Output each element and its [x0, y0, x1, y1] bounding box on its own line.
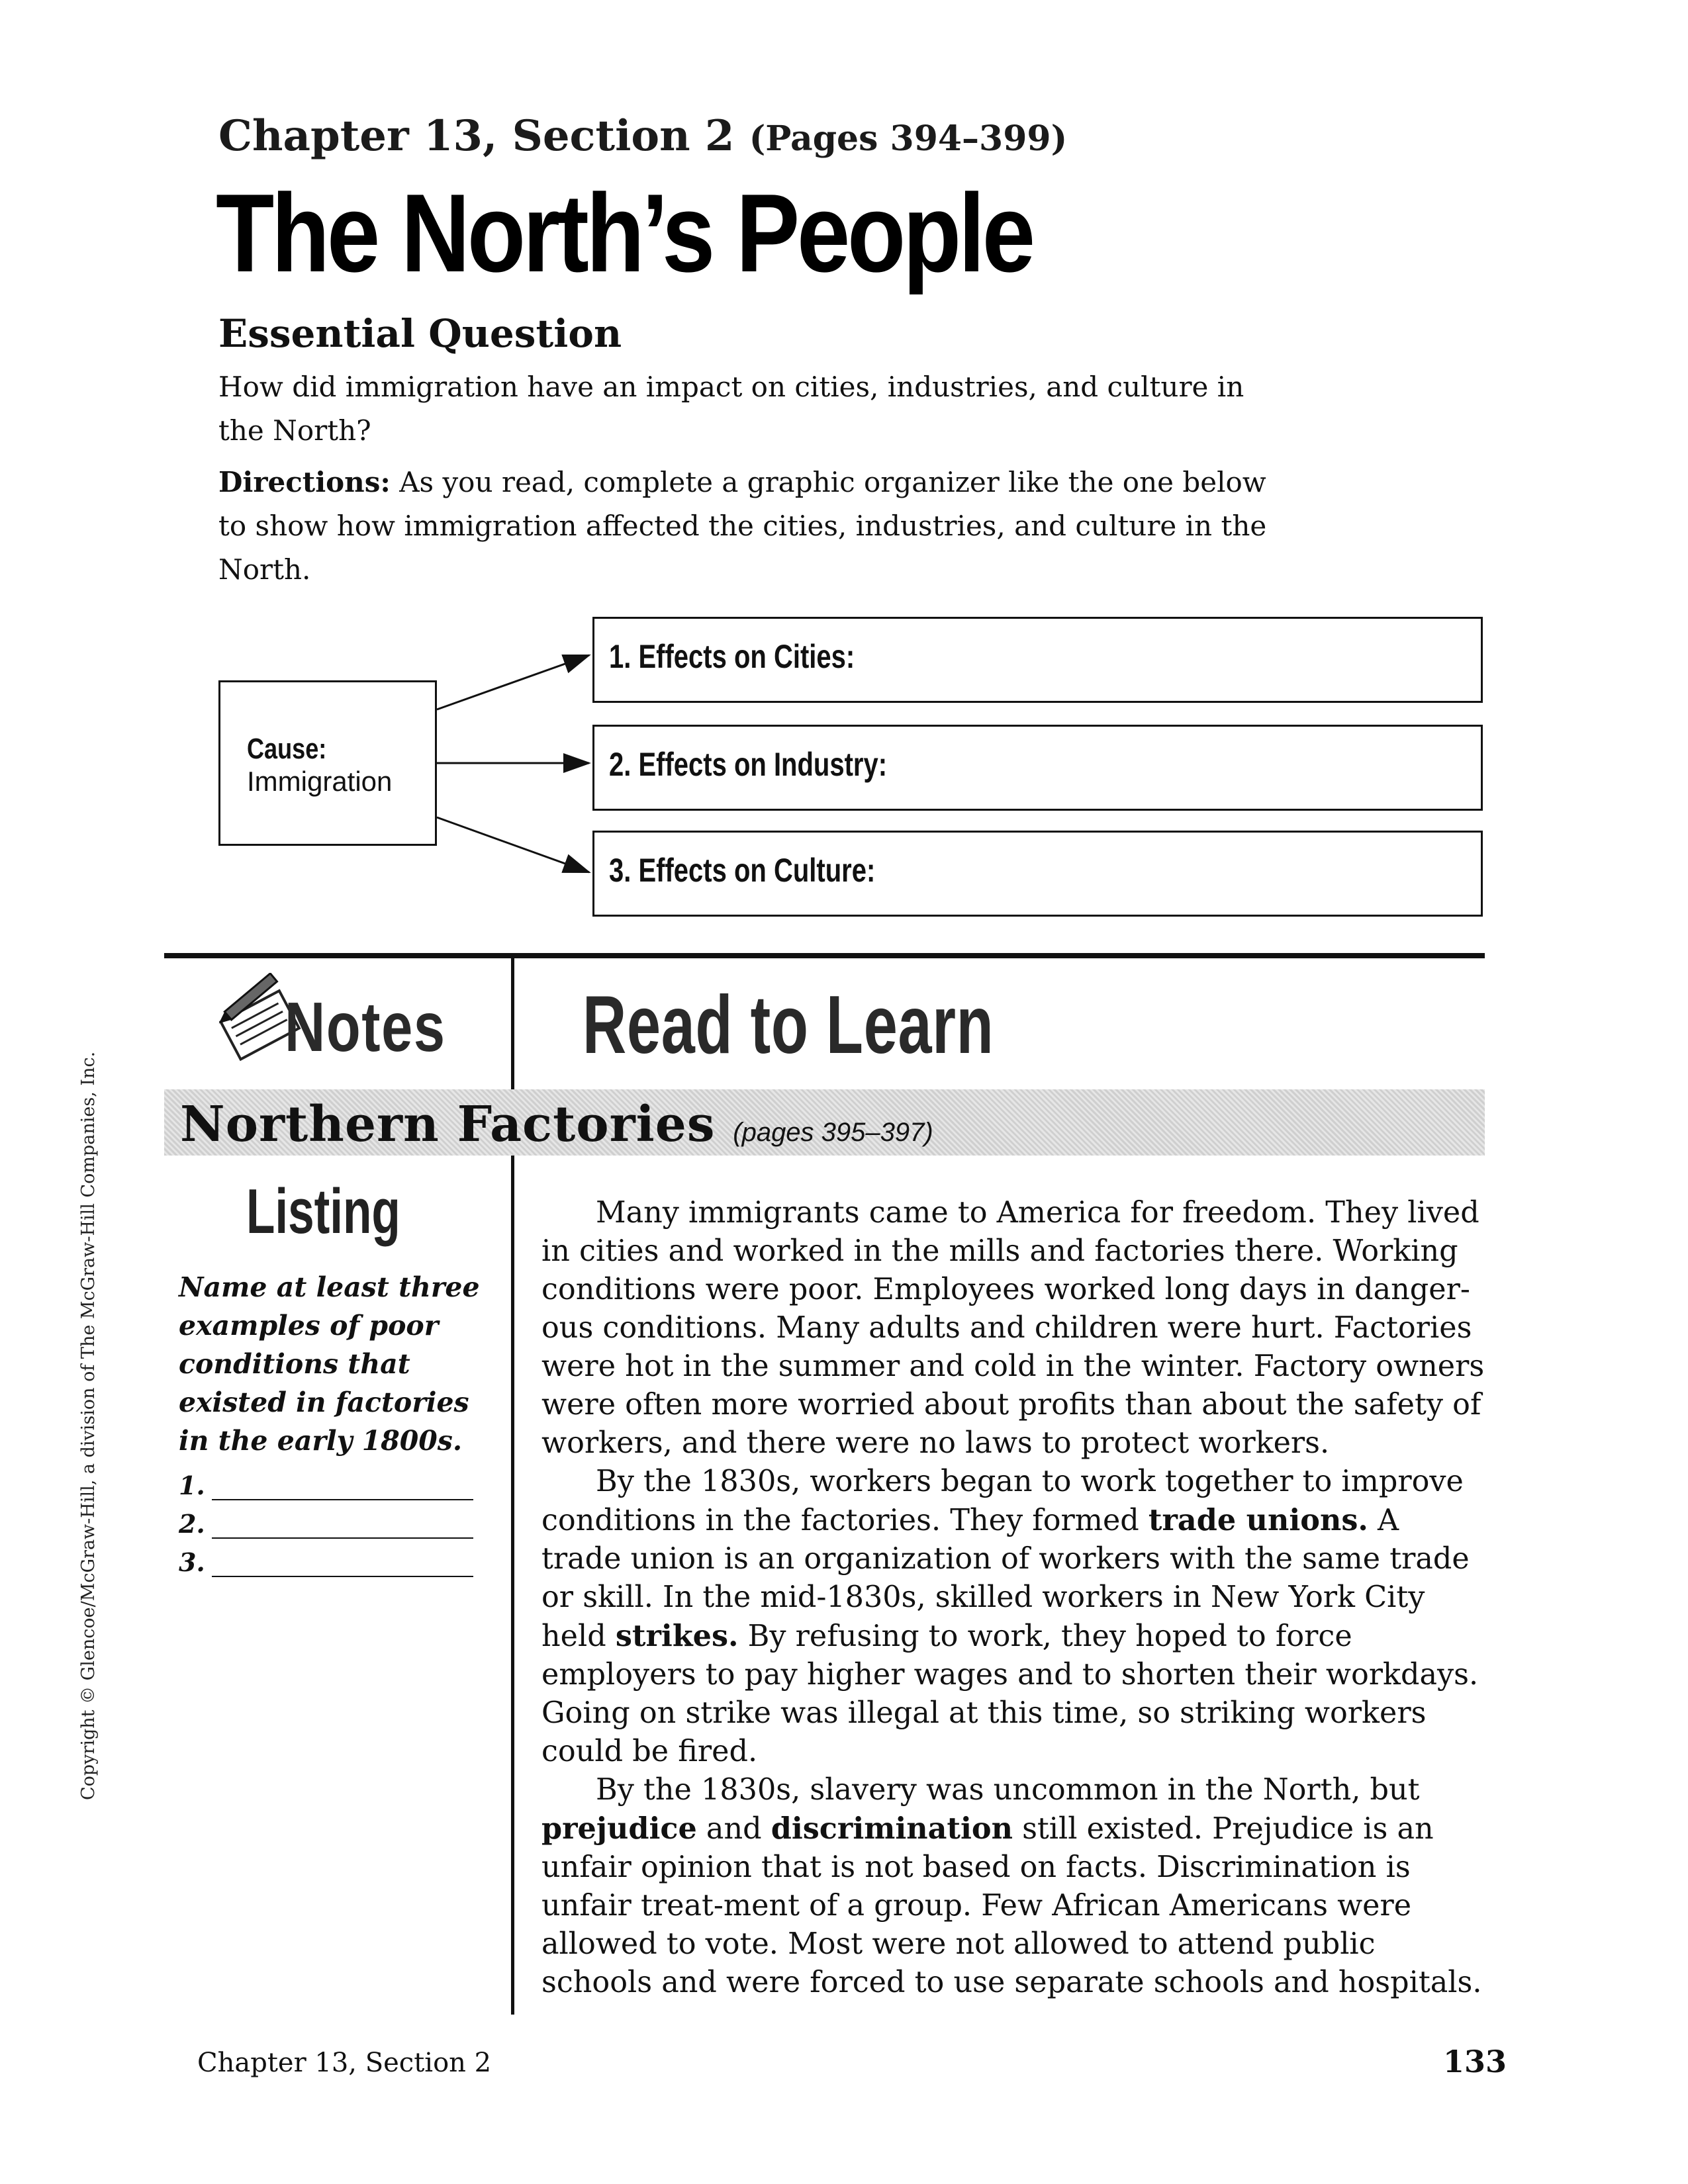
- answer-number-2: 2.: [179, 1509, 205, 1539]
- section-divider: [164, 953, 1485, 958]
- footer-chapter: Chapter 13, Section 2: [197, 2048, 492, 2078]
- cause-label: Cause:: [247, 733, 327, 765]
- page-title: The North’s People: [216, 171, 1033, 295]
- effect-box-culture[interactable]: [592, 831, 1483, 917]
- term-strikes: strikes.: [615, 1619, 739, 1653]
- essential-question-text: How did immigration have an impact on cities, industries, and culture in the North?: [218, 371, 1244, 447]
- effect-box-industry[interactable]: [592, 725, 1483, 811]
- arrow-to-culture: [437, 817, 589, 872]
- read-to-learn-label: Read to Learn: [583, 979, 994, 1071]
- directions-label: Directions:: [218, 466, 391, 498]
- section-title-text: Northern Factories: [180, 1096, 716, 1153]
- cause-value: Immigration: [247, 766, 393, 797]
- listing-prompt: Name at least three examples of poor conditions that existed in factories in the early 1800s.: [179, 1271, 480, 1457]
- chapter-pages: (Pages 394–399): [749, 118, 1068, 159]
- term-discrimination: discrimination: [771, 1811, 1013, 1846]
- cause-box: [218, 680, 437, 846]
- effect-label-industry: 2. Effects on Industry:: [609, 746, 888, 783]
- paragraph-1: Many immigrants came to America for freedom. They lived in cities and worked in the mills and factories there. Working conditions were poor. Employees worked long days in danger-ous conditions. Many adults and children were hurt. Factories were hot in the summer and cold in the winter. Factory owners were often more worried about profits than about the safety of workers, and there were no laws to protect workers.: [541, 1196, 1485, 1460]
- section-pages: (pages 395–397): [733, 1118, 933, 1147]
- answer-line-1[interactable]: [179, 1471, 473, 1500]
- effect-box-cities[interactable]: [592, 617, 1483, 703]
- listing-heading: Listing: [246, 1176, 400, 1247]
- directions-text: As you read, complete a graphic organizer like the one below to show how immigration affected the cities, industries, and culture in the North.: [218, 466, 1267, 586]
- essential-question-heading: Essential Question: [218, 311, 622, 356]
- effect-label-culture: 3. Effects on Culture:: [609, 852, 876, 889]
- chapter-label: Chapter 13, Section 2: [218, 111, 735, 161]
- answer-line-3[interactable]: [179, 1547, 473, 1577]
- arrow-to-cities: [437, 655, 589, 709]
- effect-label-cities: 1. Effects on Cities:: [609, 638, 855, 675]
- paragraph-3: By the 1830s, slavery was uncommon in the North, but prejudice and discrimination still existed. Prejudice is an unfair opinion that is not based on facts. Discrimination is unfair treat-ment of a group. Few African Americans were allowed to vote. Most were not allowed to attend public schools and were forced to use separate schools and hospitals.: [541, 1773, 1482, 1999]
- answer-line-2[interactable]: [179, 1509, 473, 1539]
- copyright-notice: Copyright © Glencoe/McGraw-Hill, a division of The McGraw-Hill Companies, Inc.: [78, 1051, 99, 1800]
- term-trade-unions: trade unions.: [1148, 1503, 1368, 1537]
- answer-number-1: 1.: [179, 1471, 205, 1500]
- reading-body: [541, 1194, 1485, 2002]
- page-number: 133: [1443, 2044, 1507, 2079]
- term-prejudice: prejudice: [541, 1811, 697, 1846]
- notes-label: Notes: [285, 988, 446, 1066]
- paragraph-2: By the 1830s, workers began to work together to improve conditions in the factories. They formed trade unions. A trade union is an organization of workers with the same trade or skill. In the mid-1830s, skilled workers in New York City held strikes. By refusing to work, they hoped to force employers to pay higher wages and to shorten their workdays. Going on strike was illegal at this time, so striking workers could be fired.: [541, 1465, 1479, 1768]
- answer-number-3: 3.: [179, 1547, 205, 1577]
- section-title: [180, 1096, 933, 1153]
